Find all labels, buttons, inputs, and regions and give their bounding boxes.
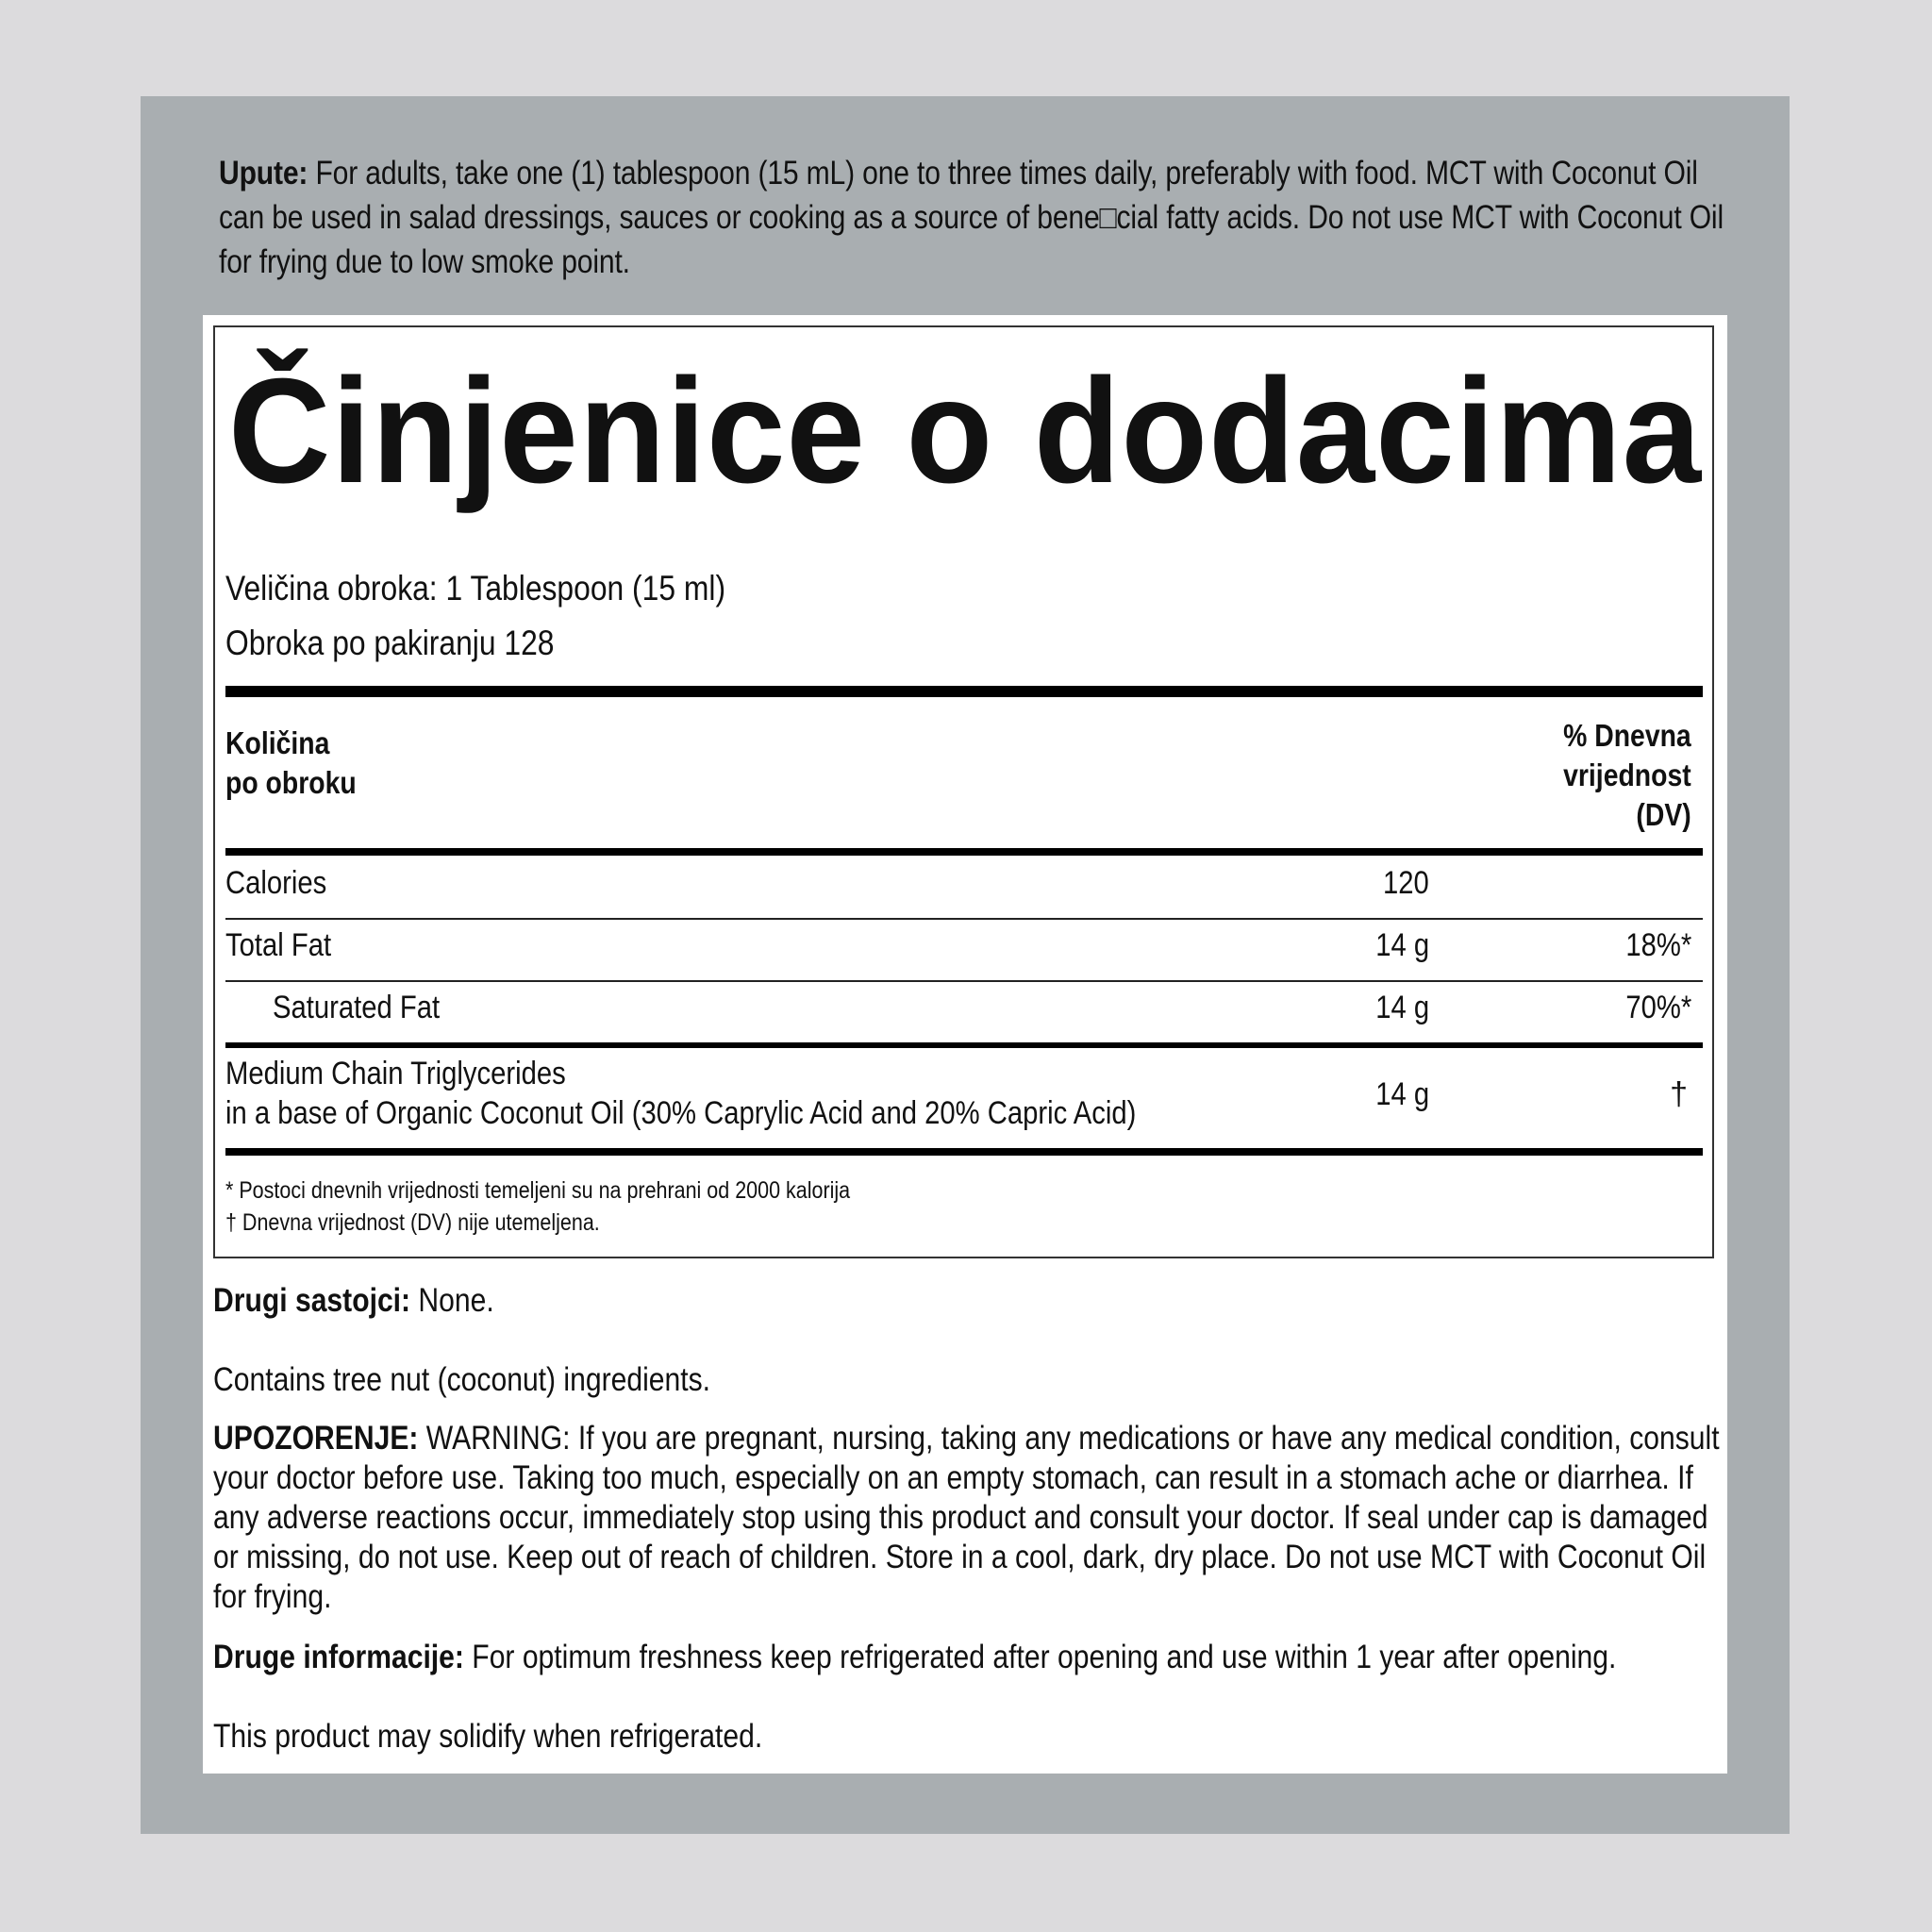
thin-divider (225, 980, 1703, 982)
allergen-statement: Contains tree nut (coconut) ingredients. (213, 1361, 711, 1398)
header-right-line: (DV) (1636, 797, 1691, 832)
medium-divider (225, 1042, 1703, 1048)
warning-label: UPOZORENJE: (213, 1420, 419, 1457)
thick-divider (225, 686, 1703, 697)
row-name: Calories (225, 865, 327, 901)
other-information-body: For optimum freshness keep refrigerated after opening and use within 1 year after opening. (463, 1639, 1617, 1675)
row-name: Medium Chain Triglycerides (225, 1056, 566, 1091)
other-information-label: Druge informacije: (213, 1639, 464, 1675)
header-left-line: po obroku (225, 765, 357, 800)
thick-divider (225, 848, 1703, 856)
header-left-line: Količina (225, 725, 330, 760)
other-ingredients-value: None. (410, 1282, 494, 1319)
row-name-detail: in a base of Organic Coconut Oil (30% Caprylic Acid and 20% Capric Acid) (225, 1095, 1137, 1131)
other-ingredients (213, 1281, 494, 1321)
row-amount: 14 g (1375, 1076, 1429, 1112)
directions-label: Upute: (219, 155, 308, 192)
other-ingredients-label: Drugi sastojci: (213, 1282, 411, 1319)
header-right-line: vrijednost (1563, 758, 1691, 792)
solidify-note: This product may solidify when refrigerated. (213, 1718, 763, 1755)
thin-divider (225, 918, 1703, 920)
row-dv: † (1670, 1076, 1688, 1112)
row-name: Saturated Fat (273, 990, 441, 1025)
footnote-dv-not-established: † Dnevna vrijednost (DV) nije utemeljena. (225, 1209, 600, 1236)
row-dv: 70%* (1625, 990, 1691, 1025)
other-information (213, 1638, 1616, 1677)
serving-size: Veličina obroka: 1 Tablespoon (15 ml) (225, 569, 726, 608)
thick-divider (225, 1148, 1703, 1156)
warning-text (213, 1419, 1723, 1617)
row-name: Total Fat (225, 927, 332, 963)
directions-body: For adults, take one (1) tablespoon (15 mL) one to three times daily, preferably with food. MCT with Coconut Oil can be used in salad dressings, sauces or cooking as a source of bene□cial fatty acids. Do not use MCT with Coconut Oil for frying due to low smoke point. (219, 155, 1724, 280)
supplement-facts-box (213, 325, 1714, 1258)
footnote-daily-values: * Postoci dnevnih vrijednosti temeljeni su na prehrani od 2000 kalorija (225, 1177, 851, 1204)
row-amount: 14 g (1375, 990, 1429, 1025)
header-right-line: % Dnevna (1563, 718, 1691, 753)
warning-body: WARNING: If you are pregnant, nursing, taking any medications or have any medical condition, consult your doctor before use. Taking too much, especially on an empty stomach, can result in a stomach ache or diarrhea. If any adverse reactions occur, immediately stop using this product and consult your doctor. If seal under cap is damaged or missing, do not use. Keep out of reach of children. Store in a cool, dark, dry place. Do not use MCT with Coconut Oil for frying. (213, 1420, 1720, 1615)
label-white-area (203, 315, 1727, 1774)
row-dv: 18%* (1625, 927, 1691, 963)
row-amount: 120 (1383, 865, 1429, 901)
label-panel (141, 96, 1790, 1834)
servings-per-container: Obroka po pakiranju 128 (225, 624, 555, 662)
directions-text (219, 151, 1744, 284)
facts-title: Činjenice o dodacima (228, 348, 1703, 514)
daily-value-header (1563, 716, 1691, 835)
amount-per-serving-header (225, 724, 357, 803)
row-amount: 14 g (1375, 927, 1429, 963)
